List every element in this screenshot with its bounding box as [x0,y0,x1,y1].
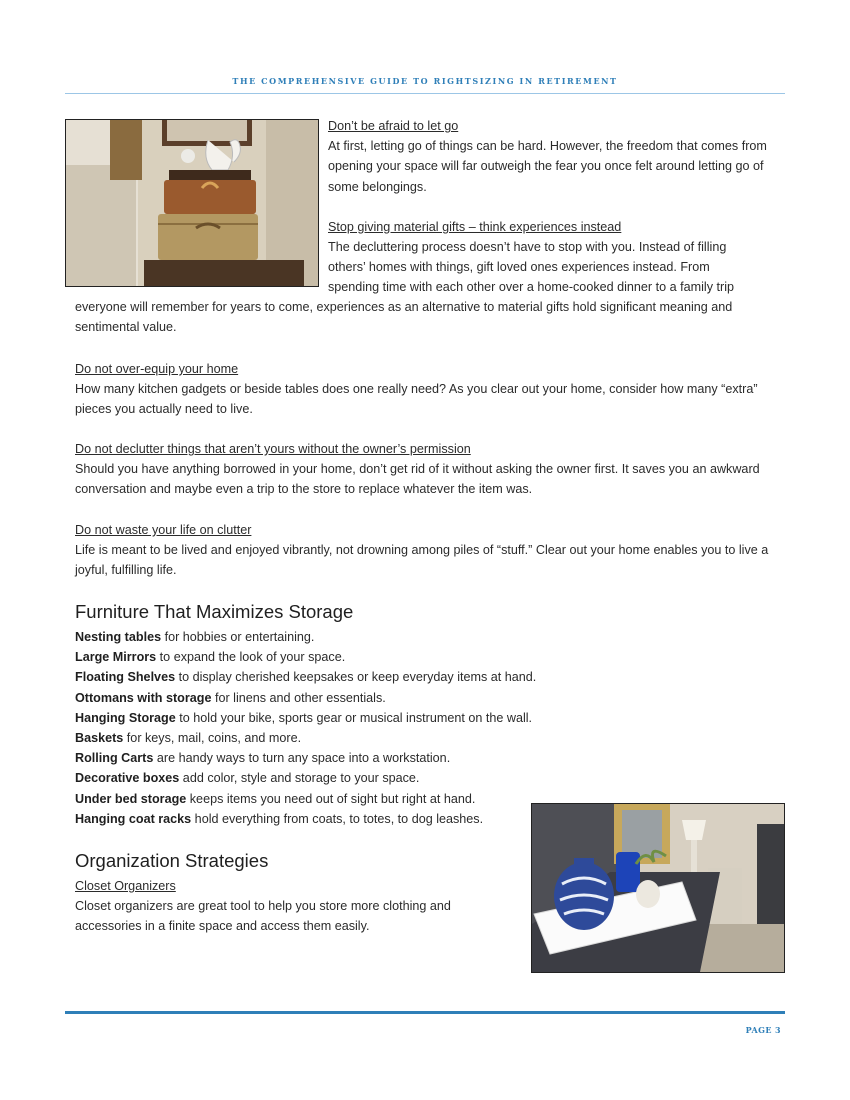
list-item [75,667,785,687]
item-desc: for hobbies or entertaining. [161,630,315,644]
furniture-title: Furniture That Maximizes Storage [75,601,354,622]
list-item [75,688,785,708]
tip-body-continuation: everyone will remember for years to come, experiences as an alternative to material gifts hold significant meaning and sentimental value. [75,300,733,335]
item-desc: to expand the look of your space. [156,650,346,665]
tip-body-line: others’ homes with things, gift loved ones experiences instead. From [328,260,710,275]
tip-over-equip [75,359,785,420]
organization-subheading: Closet Organizers [75,879,176,893]
tip-body: At first, letting go of things can be hard. However, the freedom that comes from opening your space will far outweigh the fear you once felt around letting go of some belongings. [328,139,767,194]
running-header: THE COMPREHENSIVE GUIDE TO RIGHTSIZING IN RETIREMENT [232,76,618,86]
tip-body: Should you have anything borrowed in your home, don’t get rid of it without asking the owner first. It saves you an awkward conversation and maybe even a trip to the store to replace whatever the item was. [75,462,760,497]
item-name: Hanging coat racks [75,811,192,826]
decor-tray-photo [531,803,785,973]
item-desc: keeps items you need out of sight but right at hand. [186,791,476,806]
item-name: Nesting tables [75,630,162,644]
list-item [75,748,785,768]
organization-body-line: accessories in a finite space and access them easily. [75,919,370,934]
item-desc: for keys, mail, coins, and more. [123,731,302,746]
tip-heading: Don’t be afraid to let go [328,119,459,133]
item-desc: add color, style and storage to your space. [179,771,420,786]
tip-body-line: The decluttering process doesn’t have to stop with you. Instead of filling [328,240,727,255]
tip-heading: Stop giving material gifts – think experiences instead [328,219,622,234]
header-divider [65,93,785,94]
list-item [75,627,785,647]
list-item [75,768,785,788]
organization-title: Organization Strategies [75,850,269,871]
tip-heading: Do not declutter things that aren’t yours without the owner’s permission [75,442,471,456]
organization-section [75,876,515,937]
item-desc: to display cherished keepsakes or keep everyday items at hand. [175,670,537,685]
organization-body-line: Closet organizers are great tool to help you store more clothing and [75,899,451,914]
suitcases-photo [65,119,319,287]
tip-body: How many kitchen gadgets or beside tables does one really need? As you clear out your home, consider how many “extra” pieces you actually need to live. [75,382,758,417]
item-name: Decorative boxes [75,771,180,786]
footer-divider [65,1011,785,1014]
item-name: Baskets [75,731,124,746]
tip-body: Life is meant to be lived and enjoyed vibrantly, not drowning among piles of “stuff.” Clear out your home enables you to live a joyful, fulfilling life. [75,543,769,578]
item-name: Rolling Carts [75,751,154,766]
item-desc: to hold your bike, sports gear or musical instrument on the wall. [175,710,533,725]
list-item [75,647,785,667]
item-name: Hanging Storage [75,710,176,725]
item-desc: hold everything from coats, to totes, to dog leashes. [191,811,484,826]
list-item [75,728,785,748]
list-item [75,708,785,728]
item-name: Under bed storage [75,791,187,806]
intro-tips [328,116,783,298]
tip-heading: Do not over-equip your home [75,362,239,376]
tip-clutter [75,520,785,581]
item-name: Ottomans with storage [75,690,212,705]
tip-body-line: spending time with each other over a home-cooked dinner to a family trip [328,280,735,295]
page-number: PAGE 3 [745,1025,781,1035]
item-name: Large Mirrors [75,650,157,665]
furniture-list [75,627,785,829]
tip-permission [75,439,785,500]
item-desc: for linens and other essentials. [211,690,386,705]
tip-heading: Do not waste your life on clutter [75,523,252,537]
item-desc: are handy ways to turn any space into a workstation. [153,751,451,766]
item-name: Floating Shelves [75,670,176,685]
